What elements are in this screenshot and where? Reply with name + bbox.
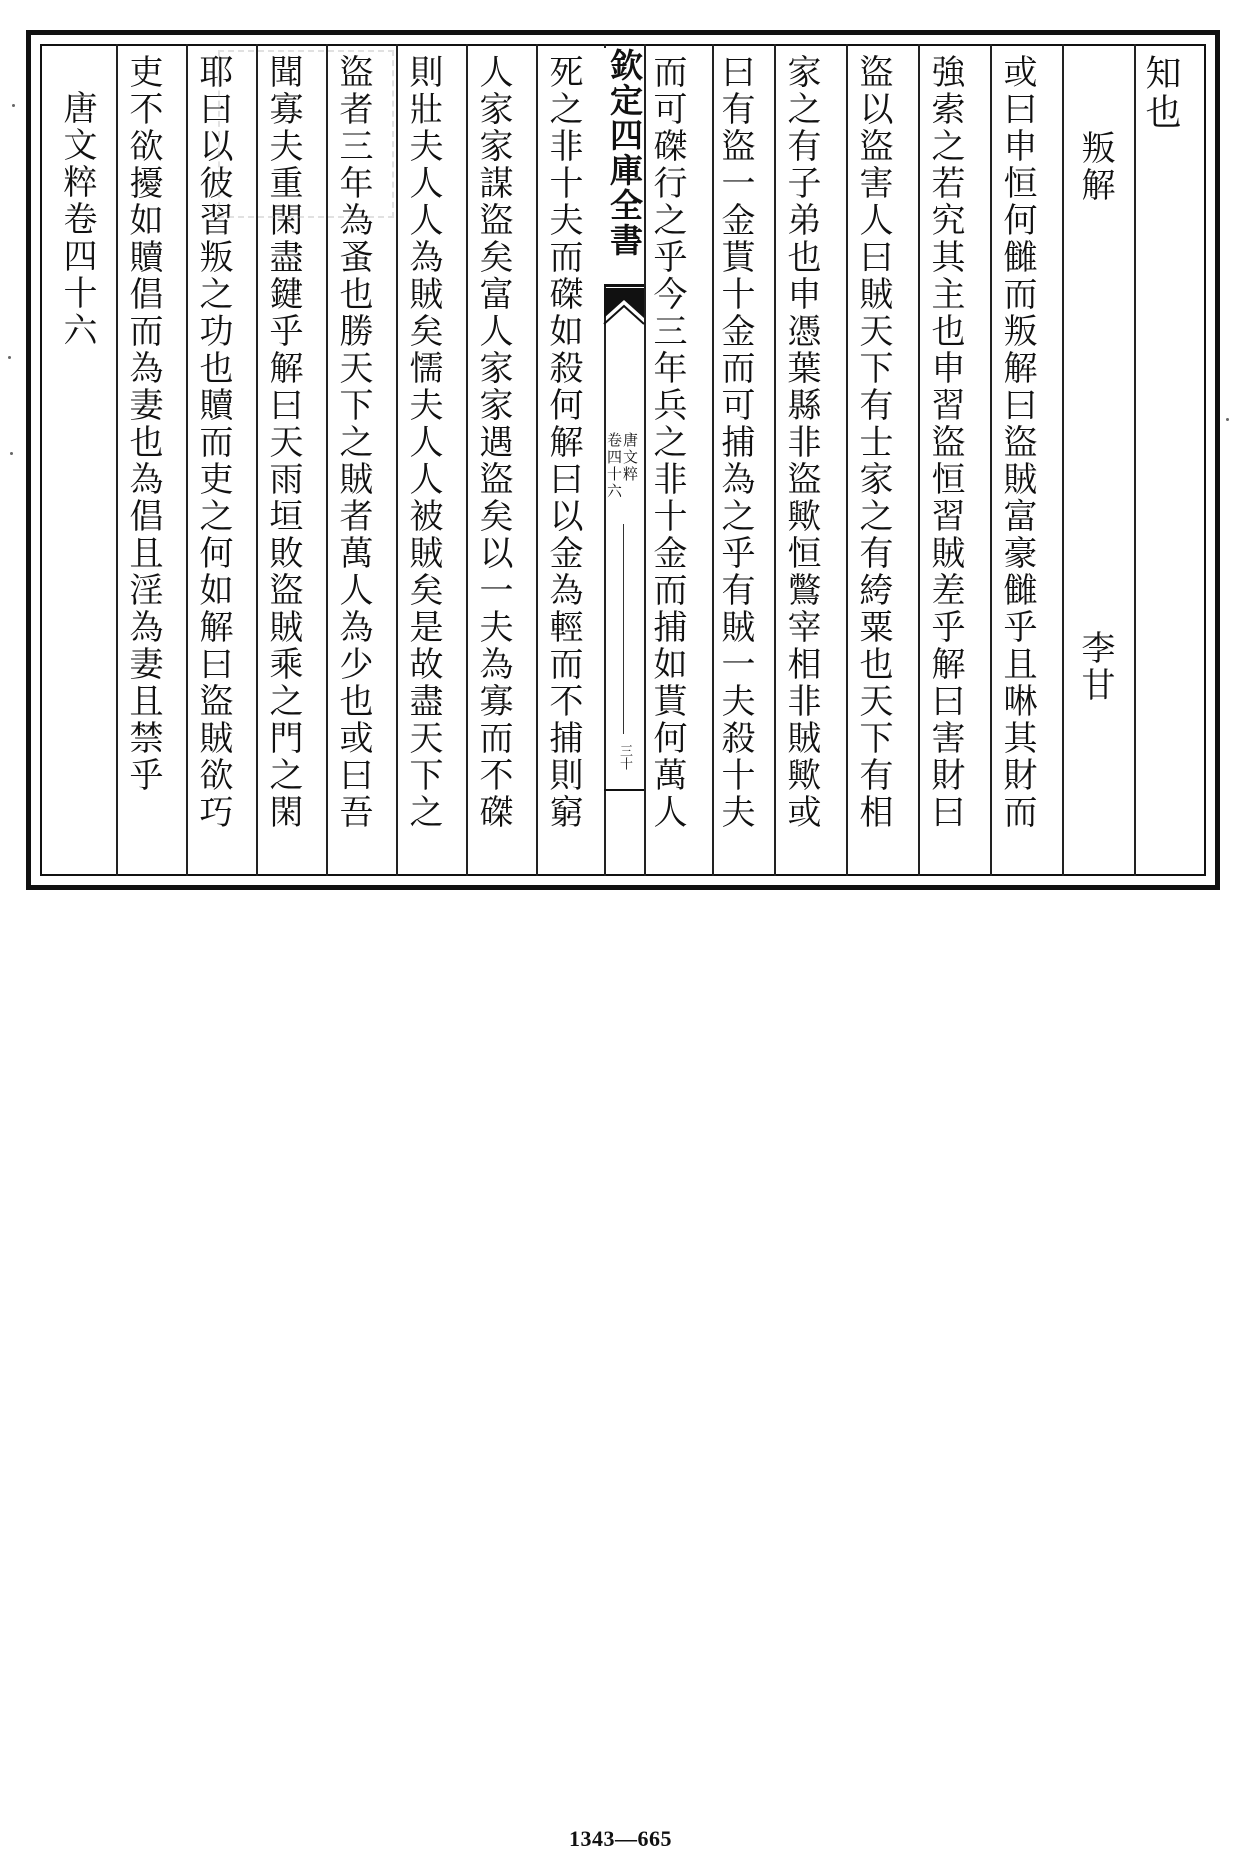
fold-title: 欽定四庫全書 — [604, 48, 644, 287]
fishtail-ornament — [604, 288, 644, 328]
library-seal — [218, 50, 394, 218]
text-column-6: 家之有子弟也申憑葉縣非盜歟恒鷩宰相非賊歟或 — [781, 54, 821, 831]
speck — [12, 104, 15, 107]
column-rule — [846, 44, 848, 876]
text-column-3: 或曰申恒何雠而叛解曰盜賊富豪雠乎且啉其財而 — [997, 54, 1037, 831]
column-rule — [644, 44, 646, 876]
text-column-11: 則壯夫人人為賊矣懦夫人人被賊矣是故盡天下之 — [403, 54, 443, 831]
column-rule — [918, 44, 920, 876]
center-fold — [604, 44, 644, 876]
speck — [10, 452, 13, 455]
text-column-12: 盜者三年為蚤也勝天下之賊者萬人為少也或曰吾 — [333, 54, 373, 831]
column-rule — [1134, 44, 1136, 876]
speck — [8, 356, 11, 359]
fold-bottom-rule — [604, 789, 644, 791]
fold-book-title: 唐文粹 — [621, 432, 639, 483]
column-rule — [186, 44, 188, 876]
column-rule — [990, 44, 992, 876]
text-column-10: 人家家謀盜矣富人家家遇盜矣以一夫為寡而不磔 — [473, 54, 513, 831]
text-column-15: 吏不欲擾如贖倡而為妻也為倡且淫為妻且禁乎 — [123, 54, 163, 794]
chapter-footer: 唐文粹卷四十六 — [57, 90, 97, 349]
text-column-9: 死之非十夫而磔如殺何解曰以金為輕而不捕則窮 — [543, 54, 583, 831]
column-rule — [712, 44, 714, 876]
text-column-14: 耶曰以彼習叛之功也贖而吏之何如解曰盜賊欲巧 — [193, 54, 233, 831]
column-rule — [396, 44, 398, 876]
column-rule — [466, 44, 468, 876]
text-column-8: 而可磔行之乎今三年兵之非十金而捕如貰何萬人 — [647, 54, 687, 831]
column-rule — [116, 44, 118, 876]
column-rule — [774, 44, 776, 876]
fold-juan-number: 卷四十六 — [605, 432, 623, 500]
text-column-13: 聞寡夫重閑盡鍵乎解曰天雨垣敗盜賊乘之門之閑 — [263, 54, 303, 831]
column-rule — [536, 44, 538, 876]
author-name: 李甘 — [1075, 630, 1115, 704]
page-number: 1343—665 — [569, 1826, 672, 1851]
speck — [1226, 418, 1229, 421]
fold-center-line — [623, 524, 624, 734]
text-column-7: 曰有盜一金貰十金而可捕為之乎有賊一夫殺十夫 — [715, 54, 755, 831]
fold-leaf-number: 三十 — [617, 744, 632, 770]
text-column-5: 盜以盜害人曰賊天下有士家之有絝粟也天下有相 — [853, 54, 893, 831]
column-rule — [1062, 44, 1064, 876]
text-column-1: 知也 — [1140, 54, 1181, 132]
text-column-4: 強索之若究其主也申習盜恒習賊差乎解曰害財曰 — [925, 54, 965, 831]
section-title: 叛解 — [1075, 130, 1115, 204]
